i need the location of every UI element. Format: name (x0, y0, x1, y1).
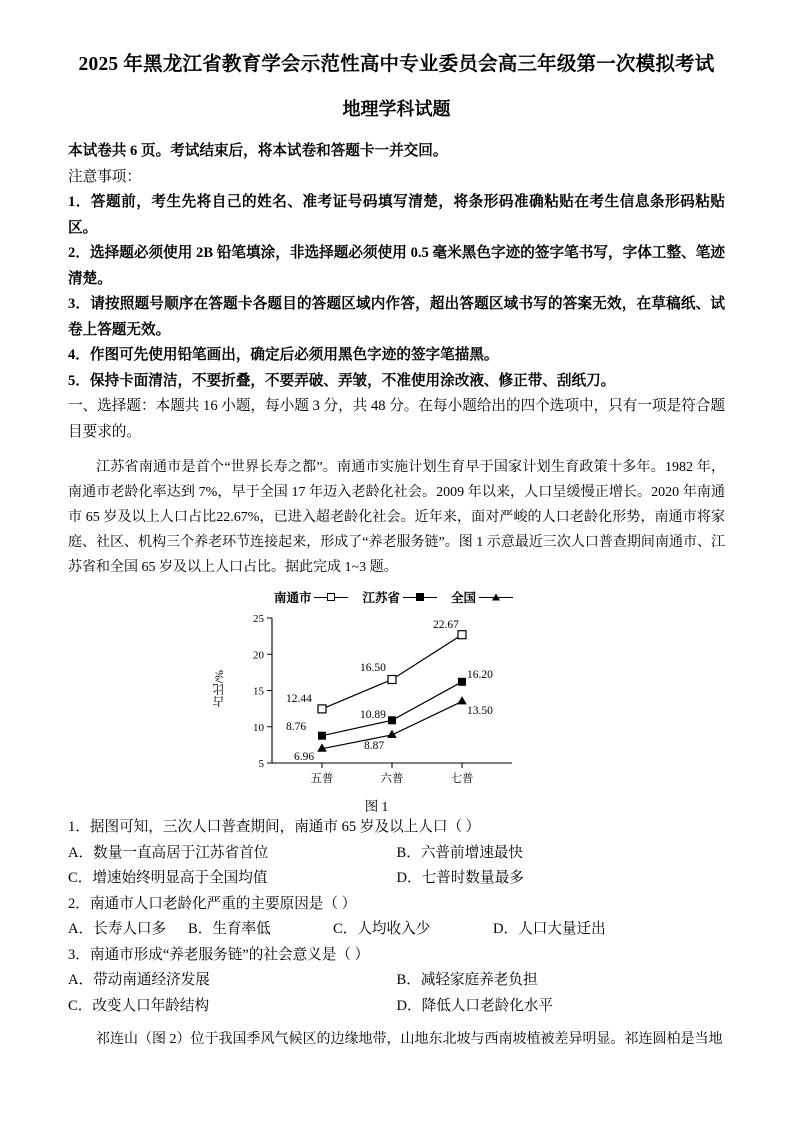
question-3-stem: 3．南通市形成“养老服务链”的社会意义是（ ） (68, 946, 370, 963)
figure-1 (68, 588, 725, 815)
intro-line-1: 本试卷共 6 页。考试结束后，将本试卷和答题卡一并交回。 (68, 143, 448, 159)
intro-note-1: 1．答题前，考生先将自己的姓名、准考证号码填写清楚，将条形码准确粘贴在考生信息条形码粘贴区。 (68, 194, 725, 236)
intro-note-4: 4．作图可先使用铅笔画出，确定后必须用黑色字迹的签字笔描黑。 (68, 347, 499, 363)
question-1-option-b[interactable]: B．六普前增速最快 (396, 844, 523, 861)
svg-text:25: 25 (252, 613, 264, 625)
chart-label-nantong-1: 12.44 (285, 693, 312, 705)
svg-text:20: 20 (252, 649, 264, 662)
intro-note-2: 2．选择题必须使用 2B 铅笔填涂，非选择题必须使用 0.5 毫米黑色字迹的签字笔书写，字体工整、笔迹清楚。 (68, 245, 725, 287)
question-1-option-d[interactable]: D．七普时数量最多 (396, 870, 524, 886)
chart-svg (212, 608, 542, 793)
question-3-option-d[interactable]: D．降低人口老龄化水平 (396, 997, 553, 1014)
question-1-option-c[interactable]: C．增速始终明显高于全国均值 (68, 870, 268, 886)
figure-1-caption: 图 1 (364, 799, 389, 814)
page-content (68, 0, 725, 1052)
intro-line-2: 注意事项： (68, 168, 141, 185)
chart-label-jiangsu-3: 16.20 (466, 669, 493, 681)
question-3-option-a[interactable]: A．带动南通经济发展 (68, 972, 210, 988)
chart-label-national-2: 8.87 (363, 740, 384, 752)
section-1-heading: 一、选择题：本题共 16 小题，每小题 3 分，共 48 分。在每小题给出的四个选项中，只有一项是符合题目要求的。 (68, 398, 725, 440)
svg-text:5: 5 (258, 758, 264, 770)
question-3-option-c[interactable]: C．改变人口年龄结构 (68, 997, 210, 1014)
svg-text:五普: 五普 (310, 773, 333, 785)
chart-label-jiangsu-2: 10.89 (359, 709, 386, 721)
legend-label-jiangsu: 江苏省 (362, 591, 400, 605)
chart-legend (240, 588, 513, 606)
svg-text:七普: 七普 (450, 773, 473, 785)
chart-label-nantong-2: 16.50 (359, 662, 386, 674)
question-1-options-row-1 (68, 841, 725, 867)
legend-item-jiangsu (362, 588, 437, 606)
question-1-option-a[interactable]: A．数量一直高居于江苏省首位 (68, 844, 269, 861)
page-title: 2025 年黑龙江省教育学会示范性高中专业委员会高三年级第一次模拟考试 (78, 54, 715, 75)
svg-text:六普: 六普 (380, 773, 403, 785)
question-1-stem: 1．据图可知，三次人口普查期间，南通市 65 岁及以上人口（ ） (68, 819, 481, 835)
chart-plot-area (212, 608, 542, 793)
legend-marker-filled-square-icon (403, 597, 437, 598)
legend-marker-triangle-icon (479, 597, 513, 598)
passage-2-text: 祁连山（图 2）位于我国季风气候区的边缘地带，山地东北坡与西南坡植被差异明显。祁连圆柏是当地 (96, 1032, 723, 1047)
chart-y-axis-label: 占比/% (211, 670, 226, 708)
legend-label-nantong: 南通市 (273, 591, 312, 605)
question-2-options-row (68, 917, 725, 943)
question-3-options-row-1 (68, 968, 725, 994)
legend-marker-open-square-icon (314, 597, 348, 598)
question-1-options-row-2 (68, 866, 725, 892)
chart-label-jiangsu-1: 8.76 (285, 721, 306, 733)
intro-note-3: 3．请按照题号顺序在答题卡各题目的答题区域内作答，超出答题区域书写的答案无效，在草稿纸、试卷上答题无效。 (68, 296, 725, 338)
subject-title: 地理学科试题 (342, 99, 451, 119)
chart-label-national-3: 13.50 (466, 705, 493, 717)
chart-label-nantong-3: 22.67 (432, 619, 459, 631)
legend-item-national (451, 588, 513, 606)
svg-text:15: 15 (252, 685, 264, 698)
legend-item-nantong (274, 588, 349, 606)
question-2-stem: 2．南通市人口老龄化严重的主要原因是（ ） (68, 895, 357, 912)
legend-label-national: 全国 (451, 591, 477, 605)
question-2-option-c[interactable]: C．人均收入少 (333, 921, 431, 937)
passage-1-text: 江苏省南通市是首个“世界长寿之都”。南通市实施计划生育早于国家计划生育政策十多年。1982 年，南通市老龄化率达到 7%，早于全国 17 年迈入老龄化社会。2009 年以来，人口呈缓慢正增长。2020 年南通市 65 岁及以上人口占比22.67%，已进入超老龄化社会。近年来，面对严峻的人口老龄化形势，南通市将家庭、社区、机构三个养老环节连接起来，形成了“养老服务链”。图 1 示意最近三次人口普查期间南通市、江苏省和全国 65 岁及以上人口占比。据此完成 1~3 题。 (68, 460, 725, 575)
question-2-option-a[interactable]: A．长寿人口多 (68, 921, 167, 937)
question-2-option-b[interactable]: B．生育率低 (188, 921, 271, 937)
chart-label-national-1: 6.96 (293, 751, 314, 763)
question-3-option-b[interactable]: B．减轻家庭养老负担 (396, 972, 538, 988)
question-2-option-d[interactable]: D．人口大量迁出 (493, 921, 606, 937)
question-3-options-row-2 (68, 994, 725, 1020)
intro-note-5: 5．保持卡面清洁，不要折叠，不要弄破、弄皱，不准使用涂改液、修正带、刮纸刀。 (68, 372, 616, 389)
svg-text:10: 10 (252, 721, 264, 734)
